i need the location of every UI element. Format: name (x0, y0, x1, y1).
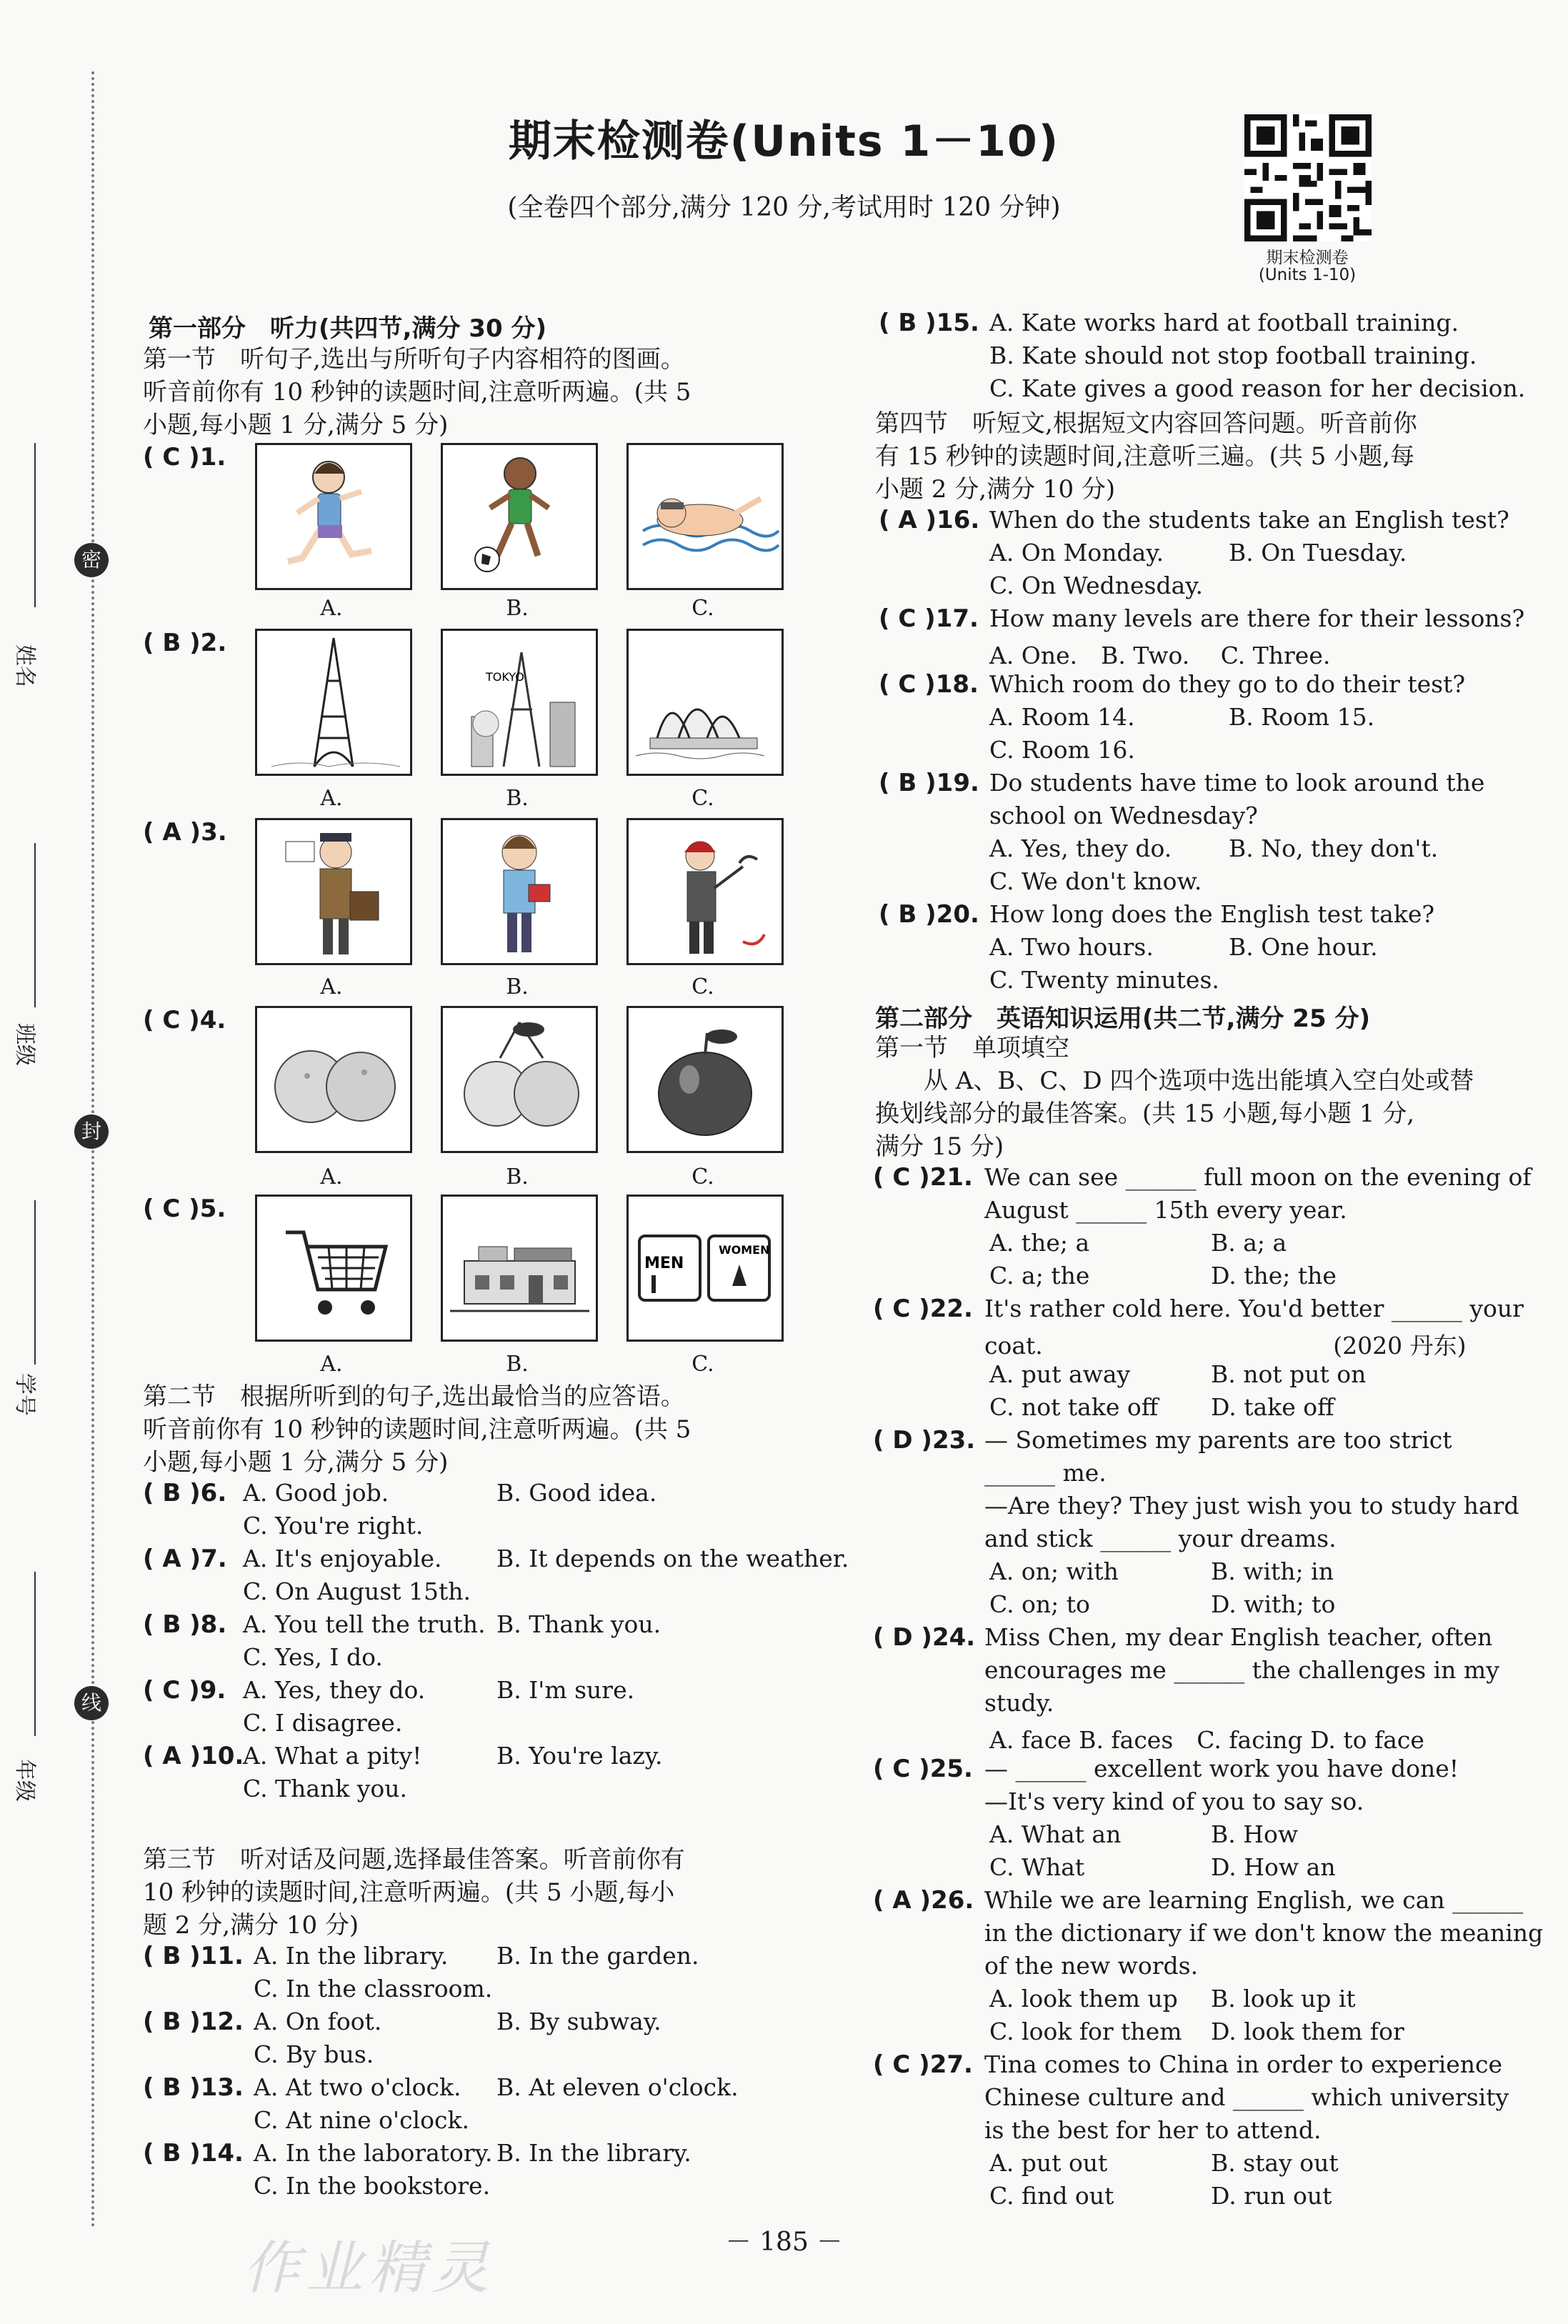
field-class: 班级 (12, 1023, 37, 1066)
question-number: ( B )11. (143, 1942, 244, 1970)
answer-option[interactable]: D. with; to (1211, 1590, 1336, 1618)
sec4-intro-line: 第四节 听短文,根据短文内容回答问题。听音前你 (875, 409, 1417, 438)
question-text: Tina comes to China in order to experience (984, 2050, 1503, 2078)
question-text: Do students have time to look around the (989, 769, 1485, 797)
part2-intro-line: 满分 15 分) (875, 1132, 1004, 1161)
question-text: in the dictionary if we don't know the meaning (984, 1919, 1544, 1947)
question-number: ( A )3. (143, 818, 227, 847)
sec3-intro-line: 10 秒钟的读题时间,注意听两遍。(共 5 小题,每小 (143, 1878, 675, 1907)
question-text: coat. (2020 丹东) (984, 1332, 1467, 1360)
question-number: ( C )1. (143, 443, 226, 472)
option-a[interactable]: A. Good job. (243, 1479, 389, 1507)
grade-rule (34, 1572, 36, 1736)
answer-option[interactable]: B. not put on (1211, 1360, 1367, 1388)
seal-mi: 密 (74, 543, 109, 577)
question-text: school on Wednesday? (989, 802, 1258, 829)
page-number: － 185 － (725, 2228, 843, 2257)
answer-option[interactable]: B. One hour. (1229, 933, 1378, 961)
apple-icon[interactable] (626, 1006, 784, 1153)
field-grade: 年级 (12, 1759, 37, 1802)
question-number: ( B )6. (143, 1479, 227, 1507)
pic-label-c: C. (691, 1352, 714, 1377)
name-rule (34, 443, 36, 607)
seal-feng: 封 (74, 1114, 109, 1149)
answer-option[interactable]: A. the; a (989, 1229, 1090, 1257)
question-text: How long does the English test take? (989, 900, 1435, 928)
answer-option[interactable]: B. How (1211, 1820, 1299, 1848)
option-b[interactable]: B. At eleven o'clock. (496, 2073, 739, 2101)
question-number: ( B )20. (879, 900, 979, 929)
restroom-sign-icon[interactable] (626, 1195, 784, 1342)
answer-option[interactable]: C. Room 16. (989, 736, 1135, 764)
answer-option[interactable]: B. On Tuesday. (1229, 539, 1407, 567)
option-b[interactable]: B. Good idea. (496, 1479, 657, 1507)
option-c[interactable]: C. In the bookstore. (254, 2172, 491, 2200)
option-c[interactable]: C. In the classroom. (254, 1975, 493, 2003)
option-c[interactable]: C. Yes, I do. (243, 1643, 383, 1671)
answer-option[interactable]: A. Room 14. (989, 703, 1135, 731)
question-number: ( C )27. (873, 2050, 973, 2079)
answer-option[interactable]: A. Two hours. (989, 933, 1154, 961)
question-number: ( C )21. (873, 1163, 973, 1192)
sec4-intro-line: 小题 2 分,满分 10 分) (875, 475, 1116, 504)
option-c[interactable]: C. I disagree. (243, 1709, 403, 1737)
qr-code-icon[interactable] (1244, 114, 1372, 241)
question-text: of the new words. (984, 1952, 1199, 1980)
question-number: ( C )5. (143, 1195, 226, 1223)
eiffel-tower-icon[interactable] (255, 629, 412, 776)
restroom-men-label: MEN (644, 1255, 684, 1272)
answer-option[interactable]: D. the; the (1211, 1262, 1337, 1290)
question-number: ( C )25. (873, 1755, 973, 1783)
pic-label-b: B. (506, 1352, 529, 1377)
answer-option[interactable]: C. look for them (989, 2018, 1182, 2045)
answer-option[interactable]: C. On Wednesday. (989, 572, 1203, 599)
answer-option[interactable]: C. a; the (989, 1262, 1090, 1290)
question-number: ( C )22. (873, 1295, 973, 1323)
field-student-id: 学号 (12, 1373, 37, 1416)
option-c[interactable]: C. Thank you. (243, 1775, 407, 1802)
question-number: ( D )24. (873, 1623, 976, 1652)
sydney-opera-house-icon[interactable] (626, 629, 784, 776)
page-subtitle: (全卷四个部分,满分 120 分,考试用时 120 分钟) (507, 193, 1061, 222)
answer-option[interactable]: D. How an (1211, 1853, 1336, 1881)
question-text: Miss Chen, my dear English teacher, often (984, 1623, 1493, 1651)
part2-heading: 第二部分 英语知识运用(共二节,满分 25 分) (875, 1004, 1370, 1033)
student-id-rule (34, 1200, 36, 1365)
pic-label-a: A. (320, 974, 343, 999)
option-c[interactable]: C. Kate gives a good reason for her decision. (989, 374, 1526, 402)
sec1-intro-line: 第一节 听句子,选出与所听句子内容相符的图画。 (143, 345, 685, 374)
question-number: ( D )23. (873, 1426, 976, 1455)
question-text: —Are they? They just wish you to study hard (984, 1492, 1519, 1520)
question-text: and stick ______ your dreams. (984, 1525, 1337, 1552)
question-number: ( B )13. (143, 2073, 244, 2102)
question-number: ( A )7. (143, 1545, 227, 1573)
tokyo-tower-icon[interactable] (441, 629, 598, 776)
answer-option[interactable]: A. Yes, they do. (989, 834, 1172, 862)
pic-label-c: C. (691, 786, 714, 811)
sec1-intro-line: 小题,每小题 1 分,满分 5 分) (143, 411, 449, 439)
question-text: — Sometimes my parents are too strict (984, 1426, 1452, 1454)
sec3-intro-line: 题 2 分,满分 10 分) (143, 1911, 359, 1940)
sec3-intro-line: 第三节 听对话及问题,选择最佳答案。听音前你有 (143, 1845, 685, 1874)
question-text: How many levels are there for their lessons? (989, 604, 1525, 632)
question-number: ( B )8. (143, 1610, 227, 1639)
option-a[interactable]: A. On foot. (254, 2008, 382, 2035)
option-a[interactable]: A. At two o'clock. (254, 2073, 461, 2101)
pic-label-c: C. (691, 1165, 714, 1190)
answer-option[interactable]: D. take off (1211, 1393, 1334, 1421)
answer-option[interactable]: C. What (989, 1853, 1085, 1881)
building-icon[interactable] (441, 1195, 598, 1342)
question-number: ( B )12. (143, 2008, 244, 2036)
answer-option[interactable]: D. look them for (1211, 2018, 1404, 2045)
question-number: ( B )19. (879, 769, 979, 797)
pic-label-c: C. (691, 974, 714, 999)
option-a[interactable]: A. In the laboratory. (254, 2139, 493, 2167)
option-b[interactable]: B. By subway. (496, 2008, 661, 2035)
question-text: We can see ______ full moon on the evening of (984, 1163, 1532, 1191)
qr-caption-1: 期末检测卷 (1266, 249, 1349, 267)
sec1-intro-line: 听音前你有 10 秒钟的读题时间,注意听两遍。(共 5 (143, 378, 691, 407)
option-b[interactable]: B. Kate should not stop football training. (989, 341, 1477, 369)
question-number: ( C )17. (879, 604, 979, 633)
oranges-icon[interactable] (255, 1006, 412, 1153)
answer-option[interactable]: D. run out (1211, 2182, 1332, 2210)
page-title: 期末检测卷(Units 1－10) (508, 116, 1060, 166)
field-name: 姓名 (12, 644, 37, 687)
question-number: ( A )26. (873, 1886, 974, 1915)
pic-label-b: B. (506, 974, 529, 999)
sec2-intro-line: 小题,每小题 1 分,满分 5 分) (143, 1448, 449, 1477)
part2-intro-line: 从 A、B、C、D 四个选项中选出能填入空白处或替 (875, 1067, 1474, 1095)
option-a[interactable]: A. In the library. (254, 1942, 449, 1970)
part1-heading: 第一部分 听力(共四节,满分 30 分) (149, 314, 546, 343)
option-b[interactable]: B. You're lazy. (496, 1742, 663, 1770)
question-text: — ______ excellent work you have done! (984, 1755, 1459, 1782)
question-text: ______ me. (984, 1459, 1107, 1487)
pic-label-a: A. (320, 1352, 343, 1377)
option-b[interactable]: B. Thank you. (496, 1610, 661, 1638)
option-c[interactable]: C. At nine o'clock. (254, 2106, 469, 2134)
shopping-cart-icon[interactable] (255, 1195, 412, 1342)
option-c[interactable]: C. By bus. (254, 2040, 374, 2068)
option-b[interactable]: B. It depends on the weather. (496, 1545, 849, 1572)
swimmer-icon[interactable] (626, 443, 784, 590)
answer-option[interactable]: C. not take off (989, 1393, 1159, 1421)
question-number: ( B )14. (143, 2139, 244, 2168)
answer-option[interactable]: B. stay out (1211, 2149, 1339, 2177)
sec2-intro-line: 听音前你有 10 秒钟的读题时间,注意听两遍。(共 5 (143, 1415, 691, 1444)
answer-option[interactable]: B. with; in (1211, 1557, 1334, 1585)
question-text: August ______ 15th every year. (984, 1196, 1347, 1224)
option-c[interactable]: C. On August 15th. (243, 1577, 471, 1605)
answer-option[interactable]: A. on; with (989, 1557, 1119, 1585)
firefighter-icon[interactable] (626, 818, 784, 965)
question-number: ( C )9. (143, 1676, 226, 1705)
pic-label-b: B. (506, 1165, 529, 1190)
pic-label-a: A. (320, 596, 343, 621)
question-text: —It's very kind of you to say so. (984, 1787, 1364, 1815)
restroom-women-label: WOMEN (719, 1243, 770, 1257)
question-text: Which room do they go to do their test? (989, 670, 1466, 698)
question-text: Chinese culture and ______ which university (984, 2083, 1509, 2111)
binding-dotted-line (91, 71, 94, 2229)
qr-caption-2: (Units 1-10) (1258, 266, 1357, 284)
question-text: While we are learning English, we can ______ (984, 1886, 1524, 1914)
pic-label-b: B. (506, 786, 529, 811)
question-text: is the best for her to attend. (984, 2116, 1322, 2144)
watermark: 作业精灵 (243, 2235, 494, 2301)
question-text: encourages me ______ the challenges in my (984, 1656, 1499, 1684)
question-number: ( B )2. (143, 629, 227, 657)
option-a[interactable]: A. You tell the truth. (243, 1610, 486, 1638)
tokyo-label: TOKYO (486, 670, 524, 684)
option-a[interactable]: A. Yes, they do. (243, 1676, 426, 1704)
answer-option[interactable]: A. put out (989, 2149, 1108, 2177)
pic-label-b: B. (506, 596, 529, 621)
answer-option[interactable]: B. a; a (1211, 1229, 1287, 1257)
answer-option[interactable]: A. On Monday. (989, 539, 1164, 567)
answer-option[interactable]: A. face B. faces C. facing D. to face (989, 1726, 1424, 1754)
answer-option[interactable]: B. look up it (1211, 1985, 1356, 2013)
question-number: ( C )18. (879, 670, 979, 699)
question-text: When do the students take an English test? (989, 506, 1509, 534)
answer-option[interactable]: B. No, they don't. (1229, 834, 1439, 862)
postman-icon[interactable] (255, 818, 412, 965)
question-number: ( A )16. (879, 506, 980, 534)
option-a[interactable]: A. What a pity! (243, 1742, 422, 1770)
sec2-intro-line: 第二节 根据所听到的句子,选出最恰当的应答语。 (143, 1382, 685, 1411)
soccer-player-icon[interactable] (441, 443, 598, 590)
answer-option[interactable]: C. find out (989, 2182, 1114, 2210)
seal-xian: 线 (74, 1686, 109, 1720)
answer-option[interactable]: A. put away (989, 1360, 1131, 1388)
boy-with-book-icon[interactable] (441, 818, 598, 965)
option-a[interactable]: A. Kate works hard at football training. (989, 309, 1459, 336)
option-b[interactable]: B. In the library. (496, 2139, 691, 2167)
pic-label-a: A. (320, 1165, 343, 1190)
part2-intro-line: 换划线部分的最佳答案。(共 15 小题,每小题 1 分, (875, 1099, 1415, 1128)
pic-label-c: C. (691, 596, 714, 621)
answer-option[interactable]: C. We don't know. (989, 867, 1202, 895)
option-b[interactable]: B. In the garden. (496, 1942, 699, 1970)
question-number: ( B )15. (879, 309, 979, 337)
pears-icon[interactable] (441, 1006, 598, 1153)
option-b[interactable]: B. I'm sure. (496, 1676, 635, 1704)
option-c[interactable]: C. You're right. (243, 1512, 424, 1540)
running-boy-icon[interactable] (255, 443, 412, 590)
answer-option[interactable]: B. Room 15. (1229, 703, 1375, 731)
question-text: study. (984, 1689, 1054, 1717)
answer-option[interactable]: A. look them up (989, 1985, 1178, 2013)
answer-option[interactable]: A. What an (989, 1820, 1122, 1848)
sec4-intro-line: 有 15 秒钟的读题时间,注意听三遍。(共 5 小题,每 (875, 442, 1415, 471)
answer-option[interactable]: C. Twenty minutes. (989, 966, 1219, 994)
part2-sec1-title: 第一节 单项填空 (875, 1034, 1069, 1062)
question-number: ( C )4. (143, 1006, 226, 1034)
answer-option[interactable]: A. One. B. Two. C. Three. (989, 642, 1331, 669)
option-a[interactable]: A. It's enjoyable. (243, 1545, 442, 1572)
question-text: It's rather cold here. You'd better ______ your (984, 1295, 1524, 1322)
pic-label-a: A. (320, 786, 343, 811)
class-rule (34, 843, 36, 1007)
answer-option[interactable]: C. on; to (989, 1590, 1090, 1618)
question-number: ( A )10. (143, 1742, 244, 1770)
